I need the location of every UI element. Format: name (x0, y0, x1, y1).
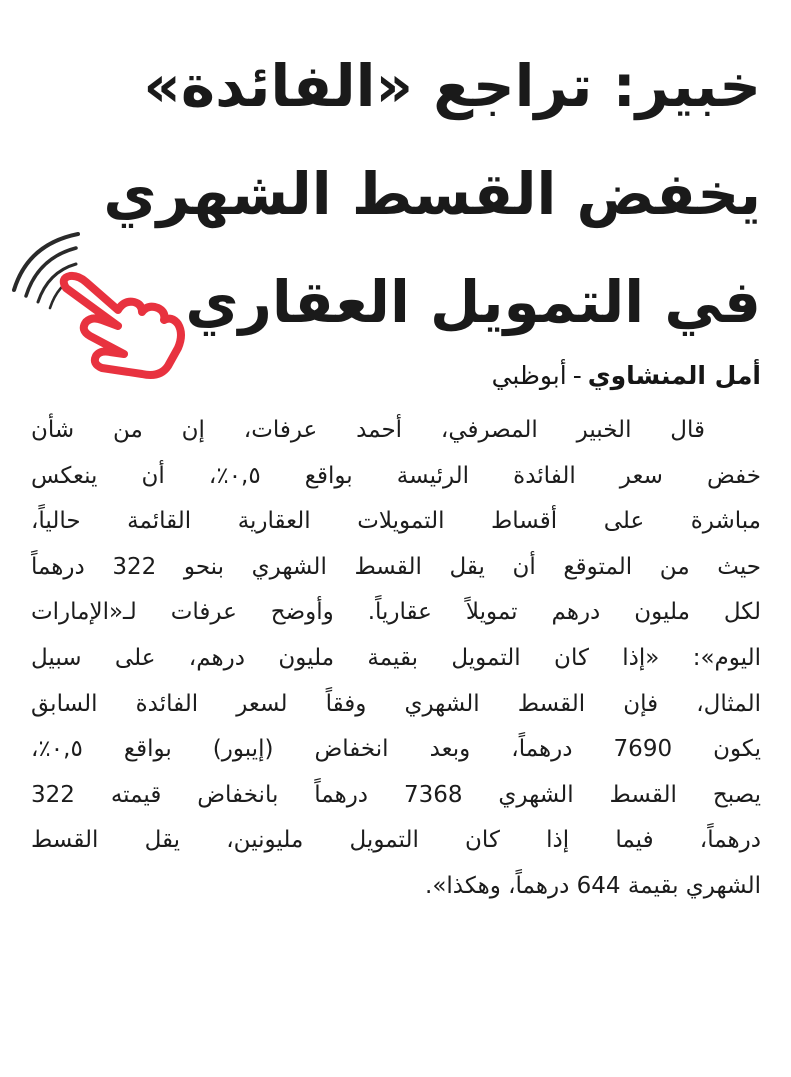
wave-lines-icon (14, 234, 78, 308)
hand-outline-icon (64, 276, 181, 375)
byline-author: أمل المنشاوي (587, 361, 761, 390)
byline-location: أبوظبي (491, 361, 567, 390)
byline-separator: - (572, 361, 582, 390)
body-line: مباشرة على أقساط التمويلات العقارية القائمة حالياً، (31, 508, 761, 535)
body-line: لكل مليون درهم تمويلاً عقارياً. وأوضح عرفات لـ«الإمارات (31, 599, 761, 626)
byline (492, 354, 761, 398)
body-line: درهماً، فيما إذا كان التمويل مليونين، يقل القسط (31, 827, 761, 854)
headline-line: في التمويل العقاري (185, 268, 761, 336)
body-line: خفض سعر الفائدة الرئيسة بواقع ٠,٥٪، أن ينعكس (31, 462, 761, 489)
article-body (31, 408, 761, 910)
pointing-hand-icon[interactable] (6, 222, 188, 380)
headline-line: يخفض القسط الشهري (103, 160, 761, 228)
body-line: الشهري بقيمة 644 درهماً، وهكذا». (425, 872, 761, 899)
body-line: يكون 7690 درهماً، وبعد انخفاض (إيبور) بواقع ٠,٥٪، (31, 736, 761, 763)
body-line: قال الخبير المصرفي، أحمد عرفات، إن من شأن (31, 417, 705, 443)
body-line: المثال، فإن القسط الشهري وفقاً لسعر الفائدة السابق (31, 690, 761, 717)
body-line: اليوم»: «إذا كان التمويل بقيمة مليون درهم، على سبيل (31, 644, 761, 671)
body-line: يصبح القسط الشهري 7368 درهماً بانخفاض قيمته 322 (31, 781, 761, 808)
headline-line: خبير: تراجع «الفائدة» (143, 52, 761, 120)
body-line: حيث من المتوقع أن يقل القسط الشهري بنحو 322 درهماً (31, 553, 761, 580)
